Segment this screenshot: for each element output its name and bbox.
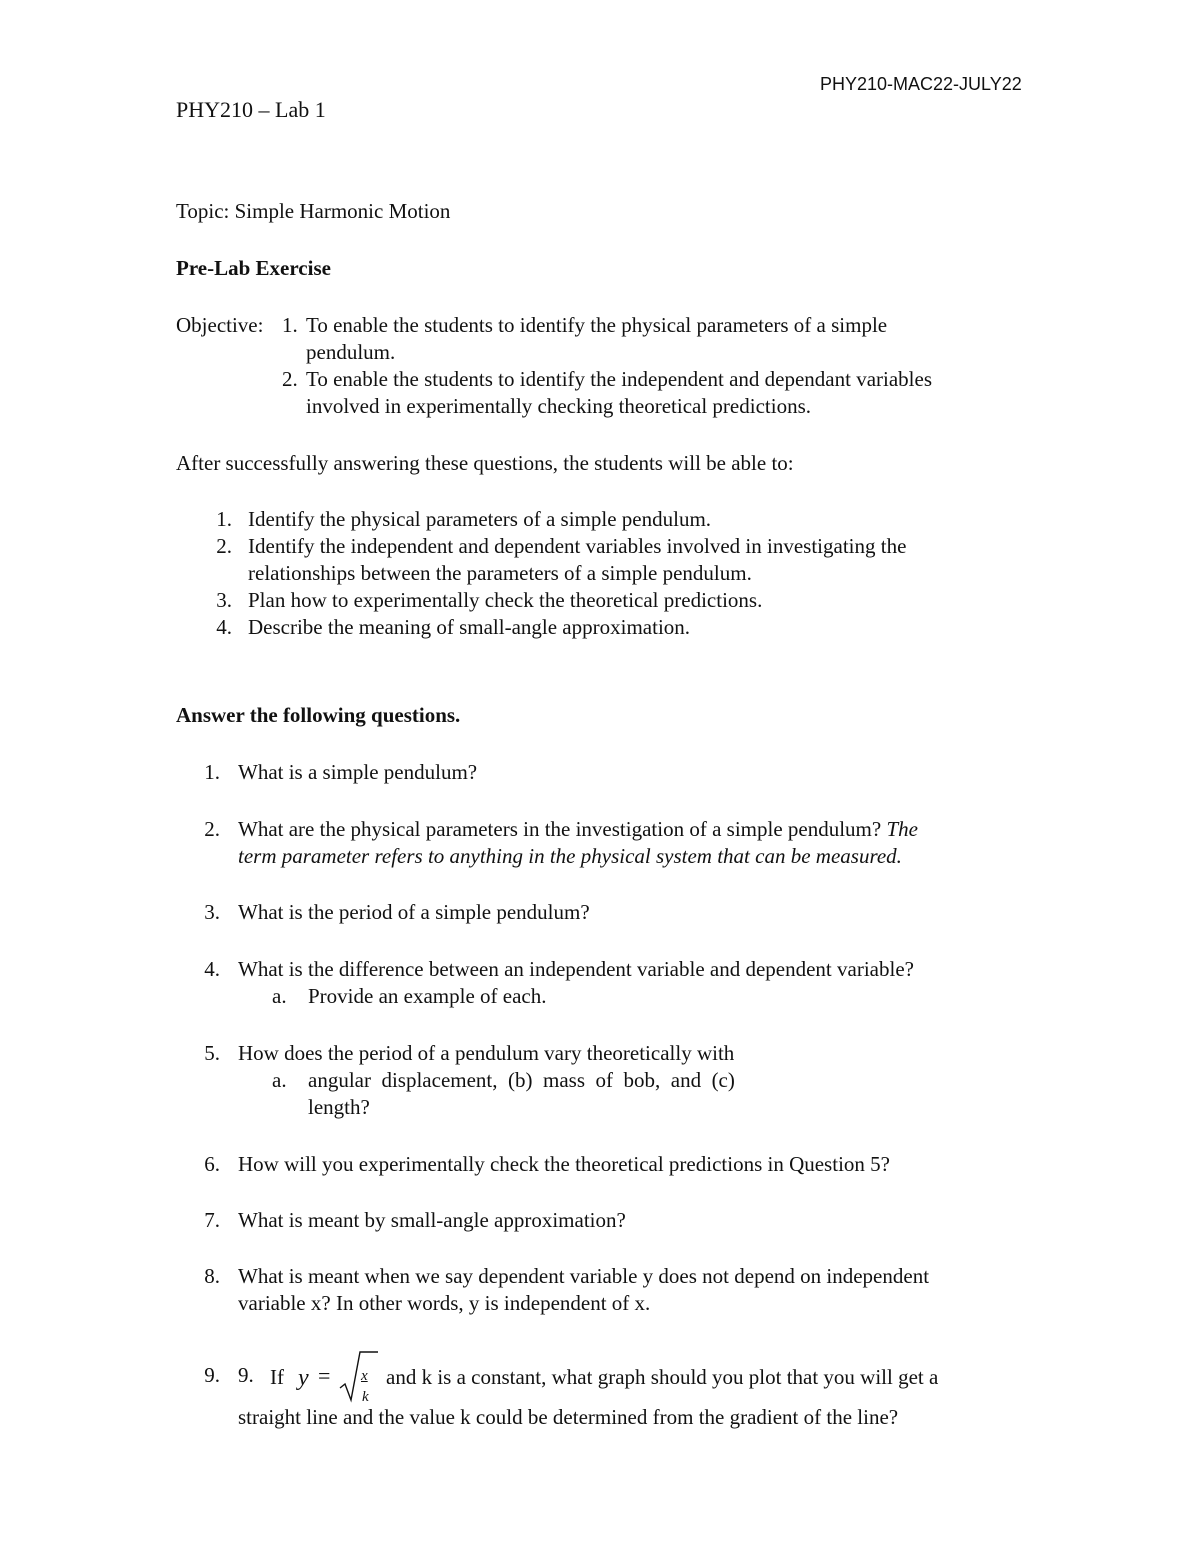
question-6-text: How will you experimentally check the theoretical predictions in Question 5? xyxy=(238,1152,890,1176)
outcome-number: 2. xyxy=(216,534,232,558)
question-5a-text-cont: length? xyxy=(308,1095,370,1119)
objective-1-text: To enable the students to identify the physical parameters of a simple xyxy=(306,313,888,337)
topic-line: Topic: Simple Harmonic Motion xyxy=(176,199,451,223)
question-5-number: 5. xyxy=(204,1041,220,1065)
outcome-text-cont: relationships between the parameters of a simple pendulum. xyxy=(248,561,752,585)
question-2-number: 2. xyxy=(204,817,220,841)
formula-y: y xyxy=(298,1365,309,1391)
outcome-text: Identify the physical parameters of a simple pendulum. xyxy=(248,507,712,531)
outcomes-intro: After successfully answering these questions, the students will be able to: xyxy=(176,451,794,475)
objective-1-text-cont: pendulum. xyxy=(306,340,396,364)
question-7-number: 7. xyxy=(204,1208,220,1232)
question-9-inner-number: 9. xyxy=(238,1363,254,1387)
outcome-number: 3. xyxy=(216,588,232,612)
outcome-text: Plan how to experimentally check the theoretical predictions. xyxy=(248,588,763,612)
outcome-number: 1. xyxy=(216,507,232,531)
objective-2-text-cont: involved in experimentally checking theoretical predictions. xyxy=(306,394,811,418)
square-root-icon xyxy=(338,1348,380,1406)
question-9-if: If xyxy=(270,1365,284,1389)
question-8-text-cont: variable x? In other words, y is independent of x. xyxy=(238,1291,651,1315)
question-2-text: What are the physical parameters in the investigation of a simple pendulum? The xyxy=(238,817,918,841)
formula-numerator: x xyxy=(361,1368,368,1384)
question-3-number: 3. xyxy=(204,900,220,924)
outcome-text: Identify the independent and dependent variables involved in investigating the xyxy=(248,534,907,558)
question-1-number: 1. xyxy=(204,760,220,784)
question-2-note-cont: term parameter refers to anything in the physical system that can be measured. xyxy=(238,844,902,868)
question-9-number: 9. xyxy=(204,1363,220,1387)
question-9-text: and k is a constant, what graph should you plot that you will get a xyxy=(386,1365,939,1389)
objective-2-number: 2. xyxy=(282,367,298,391)
prelab-heading: Pre-Lab Exercise xyxy=(176,256,331,280)
questions-heading: Answer the following questions. xyxy=(176,703,461,727)
formula-denominator: k xyxy=(362,1389,369,1405)
question-9-text-cont: straight line and the value k could be determined from the gradient of the line? xyxy=(238,1405,899,1429)
outcome-number: 4. xyxy=(216,615,232,639)
question-8-number: 8. xyxy=(204,1264,220,1288)
formula-equals: = xyxy=(318,1363,331,1388)
question-2-note: The xyxy=(886,817,918,841)
question-5a-text: angular displacement, (b) mass of bob, and (c) xyxy=(308,1068,735,1092)
question-4a-number: a. xyxy=(272,984,287,1008)
lab-title: PHY210 – Lab 1 xyxy=(176,97,326,122)
document-code: PHY210-MAC22-JULY22 xyxy=(820,74,1022,94)
outcome-text: Describe the meaning of small-angle approximation. xyxy=(248,615,691,639)
question-7-text: What is meant by small-angle approximation? xyxy=(238,1208,626,1232)
question-4-number: 4. xyxy=(204,957,220,981)
question-6-number: 6. xyxy=(204,1152,220,1176)
question-5a-number: a. xyxy=(272,1068,287,1092)
objective-2-text: To enable the students to identify the independent and dependant variables xyxy=(306,367,933,391)
objective-label: Objective: xyxy=(176,313,264,337)
objective-1-number: 1. xyxy=(282,313,298,337)
question-1-text: What is a simple pendulum? xyxy=(238,760,478,784)
question-4a-text: Provide an example of each. xyxy=(308,984,547,1008)
question-3-text: What is the period of a simple pendulum? xyxy=(238,900,590,924)
question-4-text: What is the difference between an independent variable and dependent variable? xyxy=(238,957,914,981)
question-5-text: How does the period of a pendulum vary theoretically with xyxy=(238,1041,735,1065)
question-8-text: What is meant when we say dependent variable y does not depend on independent xyxy=(238,1264,930,1288)
